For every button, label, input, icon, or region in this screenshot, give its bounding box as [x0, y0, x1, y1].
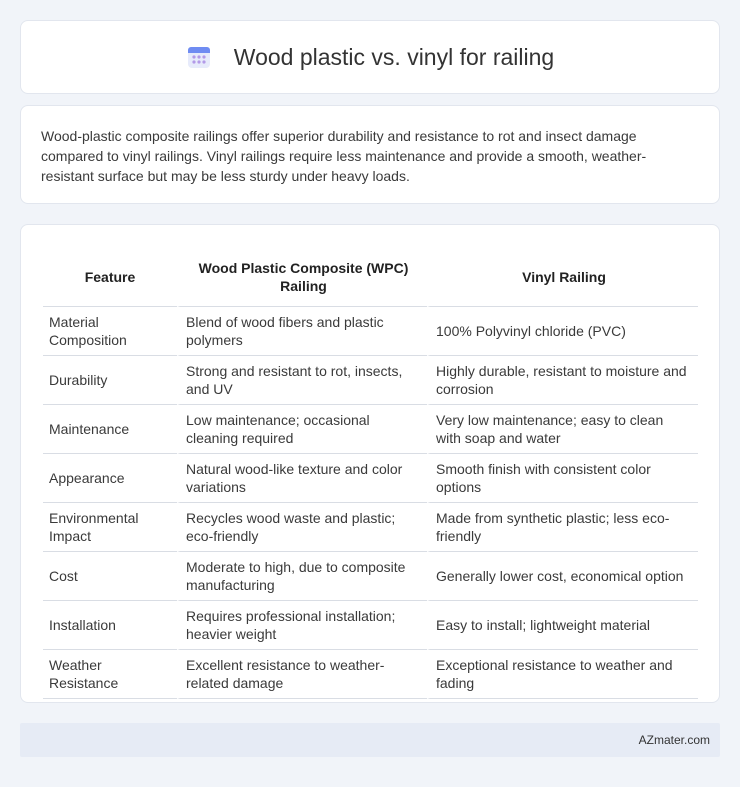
footer: [20, 723, 720, 757]
intro-card: [20, 105, 720, 204]
table-row: [43, 454, 698, 503]
cell-vinyl: Generally lower cost, economical option: [427, 552, 698, 601]
header-vinyl: Vinyl Railing: [427, 243, 698, 307]
cell-feature: Weather Resistance: [43, 650, 177, 699]
cell-feature: Durability: [43, 356, 177, 405]
cell-feature: Cost: [43, 552, 177, 601]
calendar-grid-icon: [186, 44, 212, 70]
page-title: Wood plastic vs. vinyl for railing: [233, 43, 555, 70]
header-wpc: Wood Plastic Composite (WPC) Railing: [177, 243, 427, 307]
header-feature: Feature: [43, 243, 177, 307]
footer-site-name: AZmater.com: [638, 733, 710, 747]
comparison-table-card: [20, 224, 720, 703]
cell-wpc: Excellent resistance to weather-related damage: [177, 650, 427, 699]
table-row: [43, 601, 698, 650]
cell-wpc: Recycles wood waste and plastic; eco-friendly: [177, 503, 427, 552]
comparison-table: [43, 243, 698, 699]
title-card: [20, 20, 720, 94]
cell-wpc: Strong and resistant to rot, insects, and UV: [177, 356, 427, 405]
cell-wpc: Moderate to high, due to composite manufacturing: [177, 552, 427, 601]
cell-vinyl: Easy to install; lightweight material: [427, 601, 698, 650]
cell-feature: Appearance: [43, 454, 177, 503]
table-row: [43, 405, 698, 454]
cell-wpc: Blend of wood fibers and plastic polymers: [177, 307, 427, 356]
table-header-row: [43, 243, 698, 307]
cell-feature: Maintenance: [43, 405, 177, 454]
table-row: [43, 650, 698, 699]
table-row: [43, 356, 698, 405]
cell-wpc: Low maintenance; occasional cleaning required: [177, 405, 427, 454]
cell-feature: Environmental Impact: [43, 503, 177, 552]
cell-wpc: Natural wood-like texture and color variations: [177, 454, 427, 503]
cell-vinyl: Made from synthetic plastic; less eco-friendly: [427, 503, 698, 552]
cell-vinyl: Smooth finish with consistent color options: [427, 454, 698, 503]
cell-vinyl: Exceptional resistance to weather and fading: [427, 650, 698, 699]
table-row: [43, 503, 698, 552]
cell-feature: Installation: [43, 601, 177, 650]
table-row: [43, 552, 698, 601]
cell-feature: Material Composition: [43, 307, 177, 356]
cell-vinyl: Highly durable, resistant to moisture and corrosion: [427, 356, 698, 405]
cell-wpc: Requires professional installation; heavier weight: [177, 601, 427, 650]
cell-vinyl: Very low maintenance; easy to clean with soap and water: [427, 405, 698, 454]
table-row: [43, 307, 698, 356]
intro-paragraph: Wood-plastic composite railings offer superior durability and resistance to rot and insect damage compared to vinyl railings. Vinyl railings require less maintenance and provide a smooth, weather-resistant surface but may be less sturdy under heavy loads.: [41, 128, 647, 184]
cell-vinyl: 100% Polyvinyl chloride (PVC): [427, 307, 698, 356]
